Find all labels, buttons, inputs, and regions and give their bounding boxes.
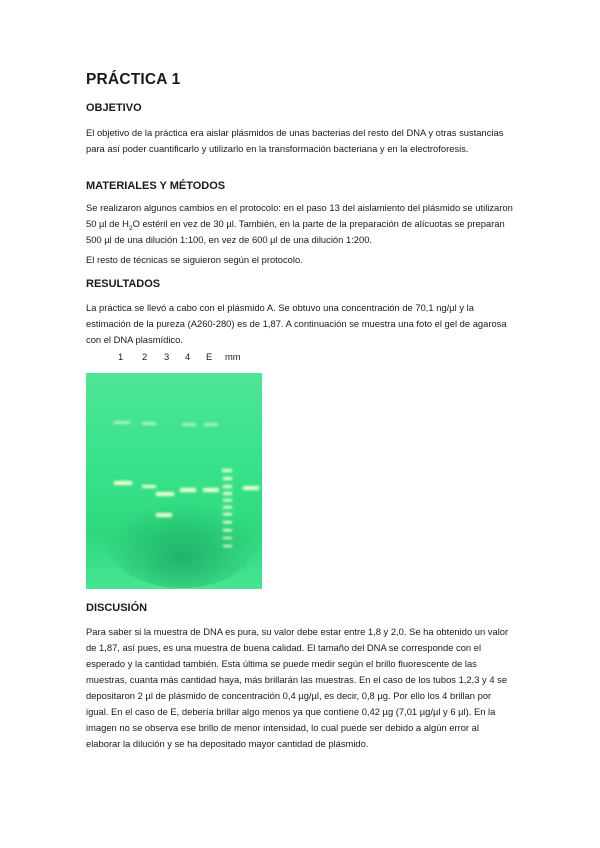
materiales-text-1a: Se realizaron algunos cambios en el protocolo: en el paso 13 del aislamiento del plásmido se utilizaron 50 µl de H bbox=[86, 202, 513, 229]
band-lane-2 bbox=[142, 485, 156, 488]
well-lane-2 bbox=[142, 422, 156, 425]
materiales-heading: MATERIALES Y MÉTODOS bbox=[86, 180, 226, 192]
gel-dark-region bbox=[102, 478, 262, 588]
page-title: PRÁCTICA 1 bbox=[86, 71, 181, 88]
resultados-text: La práctica se llevó a cabo con el plásmido A. Se obtuvo una concentración de 70,1 ng/µl y la estimación de la pureza (A260-280) es de 1,87. A continuación se muestra una foto el gel de agarosa con el DNA plasmídico. bbox=[86, 302, 507, 345]
marker-band-5 bbox=[223, 499, 232, 502]
marker-band-3 bbox=[223, 485, 232, 488]
discusion-heading: DISCUSIÓN bbox=[86, 602, 148, 614]
discusion-text: Para saber si la muestra de DNA es pura, su valor debe estar entre 1,8 y 2,0. Se ha obtenido un valor de 1,87, así pues, es una muestra de buena calidad. El tamaño del DNA se corresponde con el esperado y la cantidad también. Esta última se puede medir según el brillo fluorescente de las muestras, cuanta más cantidad haya, más brillarán las muestras. En el caso de los tubos 1,2,3 y 4 se depositaron 2 µl de plásmido de concentración 0,4 µg/µl, es decir, 0,8 µg. Por ello los 4 brillan por igual. En el caso de E, debería brillar algo menos ya que contiene 0,42 µg (7,01 µg/µl y 6 µl). En la imagen no se observa ese brillo de menor intensidad, lo cual puede ser debido a algún error al elaborar la dilución y se ha depositado mayor cantidad de plásmido. bbox=[86, 626, 509, 749]
objetivo-text: El objetivo de la práctica era aislar plásmidos de unas bacterias del resto del DNA y otras sustancias para así poder cuantificarlo y utilizarlo en la transformación bacteriana y en la electroforesis. bbox=[86, 127, 504, 154]
band-lane-3-lower bbox=[156, 513, 172, 517]
lane-label-mm: mm bbox=[225, 351, 241, 362]
objetivo-heading: OBJETIVO bbox=[86, 102, 142, 114]
band-edge bbox=[243, 486, 259, 490]
marker-band-2 bbox=[223, 477, 232, 480]
well-lane-4 bbox=[182, 423, 196, 426]
lane-label-e: E bbox=[206, 351, 213, 362]
marker-band-6 bbox=[223, 506, 232, 509]
marker-band-11 bbox=[223, 545, 232, 547]
lane-label-4: 4 bbox=[185, 351, 191, 362]
materiales-text-2: El resto de técnicas se siguieron según el protocolo. bbox=[86, 254, 303, 265]
materiales-text-1b: O estéril en vez de 30 µl. También, en la parte de la preparación de alícuotas se preparan 500 µl de una dilución 1:100, en vez de 600 µl de una dilución 1:200. bbox=[86, 218, 505, 245]
band-lane-e bbox=[203, 488, 219, 492]
marker-band-8 bbox=[223, 521, 232, 524]
lane-label-1: 1 bbox=[118, 351, 124, 362]
materiales-text-1 bbox=[86, 200, 514, 248]
marker-band-1 bbox=[222, 469, 232, 472]
band-lane-4 bbox=[180, 488, 196, 492]
lane-label-2: 2 bbox=[142, 351, 148, 362]
well-lane-e bbox=[204, 423, 218, 426]
marker-band-7 bbox=[223, 513, 232, 516]
h2o-subscript: 2 bbox=[128, 224, 133, 232]
lane-label-3: 3 bbox=[164, 351, 170, 362]
agarose-gel-photo bbox=[86, 373, 262, 589]
well-lane-1 bbox=[114, 421, 130, 424]
marker-band-4 bbox=[223, 492, 232, 495]
marker-band-9 bbox=[223, 529, 232, 532]
marker-band-10 bbox=[223, 537, 232, 539]
band-lane-1 bbox=[114, 481, 132, 485]
band-lane-3 bbox=[156, 492, 174, 496]
resultados-heading: RESULTADOS bbox=[86, 278, 161, 290]
